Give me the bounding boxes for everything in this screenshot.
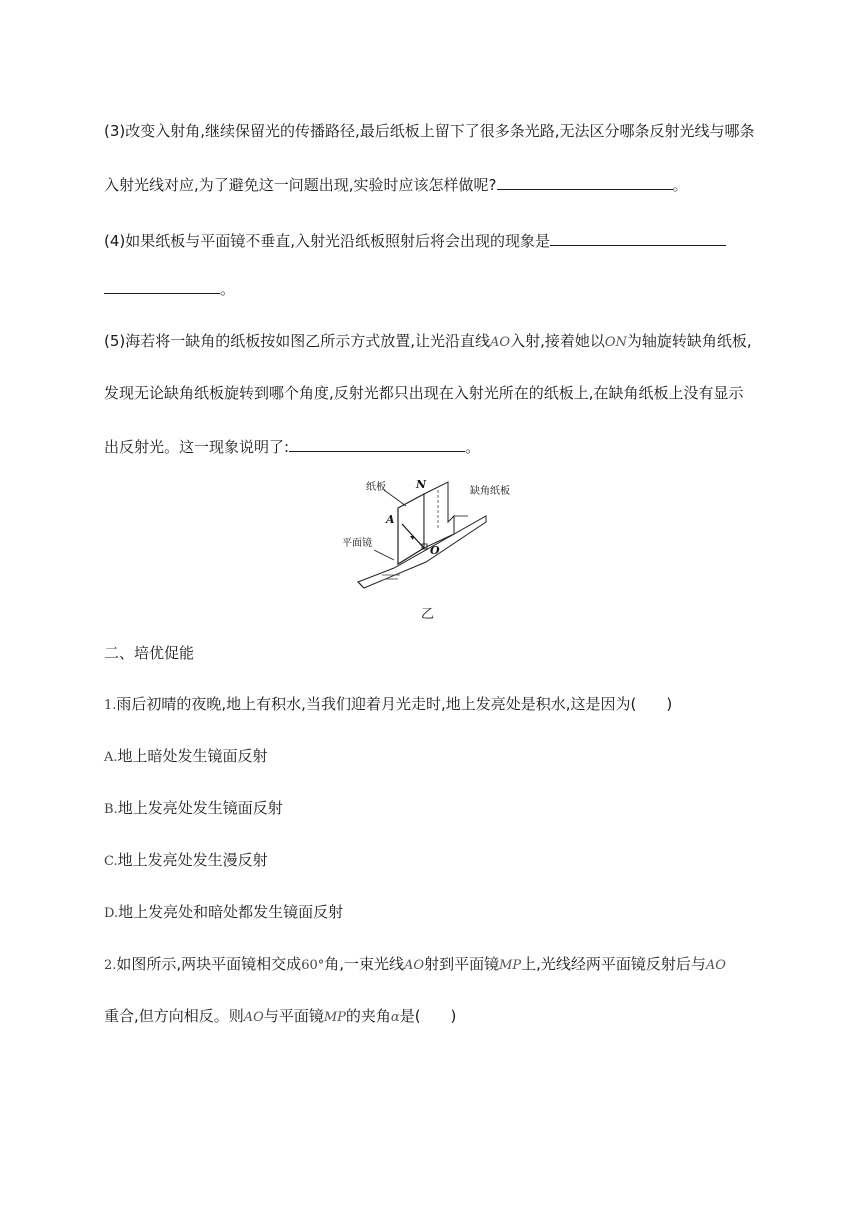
- option-letter: B.: [104, 802, 118, 817]
- label-n: N: [416, 478, 427, 491]
- p2-ao: AO: [404, 958, 425, 973]
- p2-text-c: 射到平面镜: [424, 955, 500, 973]
- q5-line3: [104, 435, 480, 457]
- p2-mp2: MP: [323, 1010, 346, 1025]
- q5-line3-text: 出反射光。这一现象说明了:: [104, 438, 290, 456]
- p1-option-b[interactable]: [104, 798, 283, 820]
- option-letter: C.: [104, 854, 118, 869]
- q4-line2: [104, 277, 235, 299]
- label-a: A: [386, 513, 395, 526]
- p1-option-a[interactable]: [104, 746, 268, 768]
- p2-text-b: 角,一束光线: [324, 955, 405, 973]
- figure-caption: 乙: [421, 607, 435, 622]
- label-o: O: [430, 544, 440, 557]
- q3-line1: (3)改变入射角,继续保留光的传播路径,最后纸板上留下了很多条光路,无法区分哪条反射光线与哪条: [104, 122, 755, 140]
- mirror-leader: [374, 550, 394, 560]
- q5-end: 。: [465, 438, 481, 456]
- p2-angle: 60°: [301, 958, 325, 973]
- p1-stem: [104, 694, 672, 716]
- q3-line2-text: 入射光线对应,为了避免这一问题出现,实验时应该怎样做呢?: [104, 176, 497, 194]
- option-text: 地上发亮处和暗处都发生镜面反射: [118, 903, 344, 921]
- q4-line1-text: (4)如果纸板与平面镜不垂直,入射光沿纸板照射后将会出现的现象是: [104, 232, 551, 250]
- q4-end: 。: [220, 280, 236, 298]
- section2-title: 二、培优促能: [104, 644, 195, 662]
- p1-option-d[interactable]: [104, 902, 343, 924]
- p2-number: 2.: [104, 958, 117, 973]
- q5-line1a: (5)海若将一缺角的纸板按如图乙所示方式放置,让光沿直线: [104, 332, 491, 350]
- option-text: 地上发亮处发生漫反射: [117, 851, 268, 869]
- p2-text-a: 如图所示,两块平面镜相交成: [116, 955, 302, 973]
- q5-line1c: 为轴旋转缺角纸板,: [626, 332, 752, 350]
- p1-option-c[interactable]: [104, 850, 268, 872]
- figure-mirror-setup: [336, 476, 526, 592]
- q5-line1b: 入射,接着她以: [510, 332, 605, 350]
- option-text: 地上暗处发生镜面反射: [117, 747, 268, 765]
- q5-on: ON: [604, 335, 627, 350]
- p2-text-e: 重合,但方向相反。则: [104, 1007, 244, 1025]
- q4-answer-blank-2[interactable]: [104, 277, 220, 294]
- q3-end: 。: [672, 176, 688, 194]
- p2-mp: MP: [499, 958, 522, 973]
- option-letter: A.: [104, 750, 118, 765]
- option-letter: D.: [104, 906, 119, 921]
- q5-ao: AO: [490, 335, 511, 350]
- label-paper: 纸板: [366, 482, 386, 493]
- label-mirror: 平面镜: [342, 538, 372, 549]
- p2-line2: [104, 1006, 456, 1028]
- paper-leader: [384, 490, 406, 506]
- p1-number: 1.: [104, 698, 117, 713]
- q4-line1: [104, 229, 726, 251]
- p2-text-h: 是( ): [399, 1007, 457, 1025]
- option-text: 地上发亮处发生镜面反射: [117, 799, 283, 817]
- p2-line1: [104, 954, 726, 976]
- q5-answer-blank[interactable]: [289, 435, 465, 452]
- q3-answer-blank[interactable]: [497, 173, 673, 190]
- q5-line2: 发现无论缺角纸板旋转到哪个角度,反射光都只出现在入射光所在的纸板上,在缺角纸板上没有显示: [104, 384, 744, 402]
- p2-ao3: AO: [243, 1010, 264, 1025]
- q3-line2: [104, 173, 688, 195]
- p2-ao2: AO: [705, 958, 726, 973]
- p2-alpha: α: [390, 1010, 400, 1025]
- q4-answer-blank-1[interactable]: [550, 229, 726, 246]
- p2-text-f: 与平面镜: [263, 1007, 324, 1025]
- p2-text-g: 的夹角: [345, 1007, 391, 1025]
- p2-text-d: 上,光线经两平面镜反射后与: [521, 955, 706, 973]
- q5-line1: [104, 331, 752, 353]
- p1-stem-text: 雨后初晴的夜晚,地上有积水,当我们迎着月光走时,地上发亮处是积水,这是因为( ): [116, 695, 673, 713]
- label-cut-paper: 缺角纸板: [470, 486, 510, 497]
